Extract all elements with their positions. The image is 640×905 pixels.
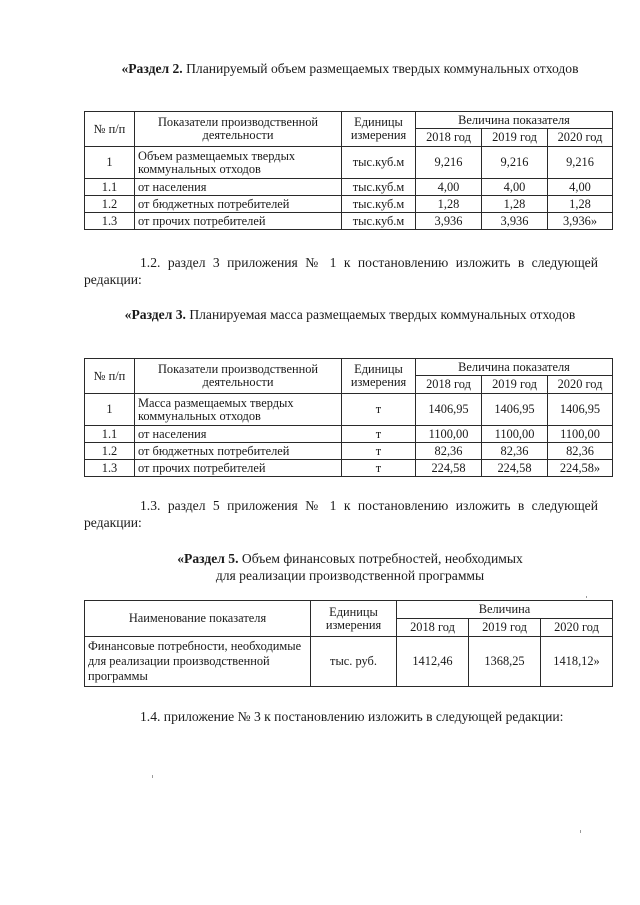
row-value: 1100,00 <box>416 426 482 443</box>
header-value: Величина <box>397 601 613 619</box>
paragraph-1-2-text: 1.2. раздел 3 приложения № 1 к постановлению изложить в следующей редакции: <box>84 255 598 287</box>
paragraph-1-3 <box>84 497 598 531</box>
row-num: 1.2 <box>85 443 135 460</box>
header-year: 2019 год <box>469 619 541 637</box>
header-units: Единицы измерения <box>311 601 397 637</box>
header-year: 2019 год <box>482 129 548 147</box>
header-indicator: Наименование показателя <box>85 601 311 637</box>
row-num: 1 <box>85 394 135 426</box>
row-name: от прочих потребителей <box>135 460 342 477</box>
row-num: 1.3 <box>85 460 135 477</box>
row-value: 9,216 <box>482 147 548 179</box>
row-name: от бюджетных потребителей <box>135 196 342 213</box>
row-value: 1100,00 <box>482 426 548 443</box>
table-row <box>85 637 613 687</box>
paragraph-1-2 <box>84 254 598 288</box>
row-value: 1406,95 <box>548 394 613 426</box>
row-value: 1,28 <box>548 196 613 213</box>
row-value: 3,936» <box>548 213 613 230</box>
row-name: Объем размещаемых твердых коммунальных отходов <box>135 147 342 179</box>
row-name: от прочих потребителей <box>135 213 342 230</box>
section2-heading <box>70 60 630 77</box>
section5-heading-bold: «Раздел 5. <box>177 551 239 566</box>
table-row <box>85 426 613 443</box>
header-year: 2020 год <box>548 376 613 394</box>
section3-heading-bold: «Раздел 3. <box>124 307 186 322</box>
row-unit: тыс.куб.м <box>342 179 416 196</box>
paragraph-1-4-text: 1.4. приложение № 3 к постановлению изложить в следующей редакции: <box>140 709 564 724</box>
table-row <box>85 196 613 213</box>
section3-heading <box>70 306 630 323</box>
row-value: 224,58» <box>548 460 613 477</box>
section5-heading-text: Объем финансовых потребностей, необходимых <box>238 551 523 566</box>
table-row <box>85 443 613 460</box>
table-row <box>85 460 613 477</box>
section5-heading-line2: для реализации производственной программы <box>215 568 485 583</box>
row-name: от населения <box>135 179 342 196</box>
section5-table <box>84 600 613 687</box>
row-name: от бюджетных потребителей <box>135 443 342 460</box>
table-row <box>85 147 613 179</box>
row-value: 1406,95 <box>416 394 482 426</box>
row-num: 1 <box>85 147 135 179</box>
row-unit: т <box>342 426 416 443</box>
header-value: Величина показателя <box>416 112 613 129</box>
row-value: 4,00 <box>482 179 548 196</box>
section2-table <box>84 111 613 230</box>
section2-heading-text: Планируемый объем размещаемых твердых коммунальных отходов <box>182 61 579 76</box>
row-unit: тыс.куб.м <box>342 196 416 213</box>
row-num: 1.1 <box>85 426 135 443</box>
row-unit: т <box>342 394 416 426</box>
row-unit: тыс.куб.м <box>342 147 416 179</box>
row-unit: т <box>342 443 416 460</box>
row-value: 82,36 <box>482 443 548 460</box>
table-row <box>85 394 613 426</box>
row-value: 1368,25 <box>469 637 541 687</box>
row-value: 82,36 <box>548 443 613 460</box>
row-num: 1.2 <box>85 196 135 213</box>
row-value: 1,28 <box>416 196 482 213</box>
scan-speck <box>152 775 153 778</box>
header-units: Единицы измерения <box>342 112 416 147</box>
scan-speck <box>586 596 587 598</box>
row-value: 1412,46 <box>397 637 469 687</box>
header-year: 2020 год <box>541 619 613 637</box>
row-value: 1100,00 <box>548 426 613 443</box>
paragraph-1-3-text: 1.3. раздел 5 приложения № 1 к постановлению изложить в следующей редакции: <box>84 498 598 530</box>
row-unit: т <box>342 460 416 477</box>
row-name: Финансовые потребности, необходимые для реализации производственной программы <box>85 637 311 687</box>
row-name: от населения <box>135 426 342 443</box>
row-value: 3,936 <box>416 213 482 230</box>
row-value: 82,36 <box>416 443 482 460</box>
table-row <box>85 213 613 230</box>
scan-speck <box>580 830 581 833</box>
row-value: 9,216 <box>548 147 613 179</box>
header-year: 2019 год <box>482 376 548 394</box>
row-value: 224,58 <box>482 460 548 477</box>
row-value: 4,00 <box>416 179 482 196</box>
header-value: Величина показателя <box>416 359 613 376</box>
row-value: 9,216 <box>416 147 482 179</box>
paragraph-1-4 <box>84 708 598 725</box>
table-row <box>85 179 613 196</box>
section3-table <box>84 358 613 477</box>
row-name: Масса размещаемых твердых коммунальных отходов <box>135 394 342 426</box>
row-value: 3,936 <box>482 213 548 230</box>
row-value: 1406,95 <box>482 394 548 426</box>
section5-heading <box>70 550 630 584</box>
section2-heading-bold: «Раздел 2. <box>121 61 183 76</box>
row-unit: тыс. руб. <box>311 637 397 687</box>
header-units: Единицы измерения <box>342 359 416 394</box>
row-value: 1,28 <box>482 196 548 213</box>
row-value: 224,58 <box>416 460 482 477</box>
header-year: 2018 год <box>416 376 482 394</box>
header-indicator: Показатели производственной деятельности <box>135 359 342 394</box>
row-value: 4,00 <box>548 179 613 196</box>
header-year: 2018 год <box>416 129 482 147</box>
header-indicator: Показатели производственной деятельности <box>135 112 342 147</box>
row-num: 1.3 <box>85 213 135 230</box>
header-year: 2020 год <box>548 129 613 147</box>
header-year: 2018 год <box>397 619 469 637</box>
section3-heading-text: Планируемая масса размещаемых твердых коммунальных отходов <box>185 307 576 322</box>
header-num: № п/п <box>85 359 135 394</box>
row-num: 1.1 <box>85 179 135 196</box>
row-value: 1418,12» <box>541 637 613 687</box>
row-unit: тыс.куб.м <box>342 213 416 230</box>
header-num: № п/п <box>85 112 135 147</box>
